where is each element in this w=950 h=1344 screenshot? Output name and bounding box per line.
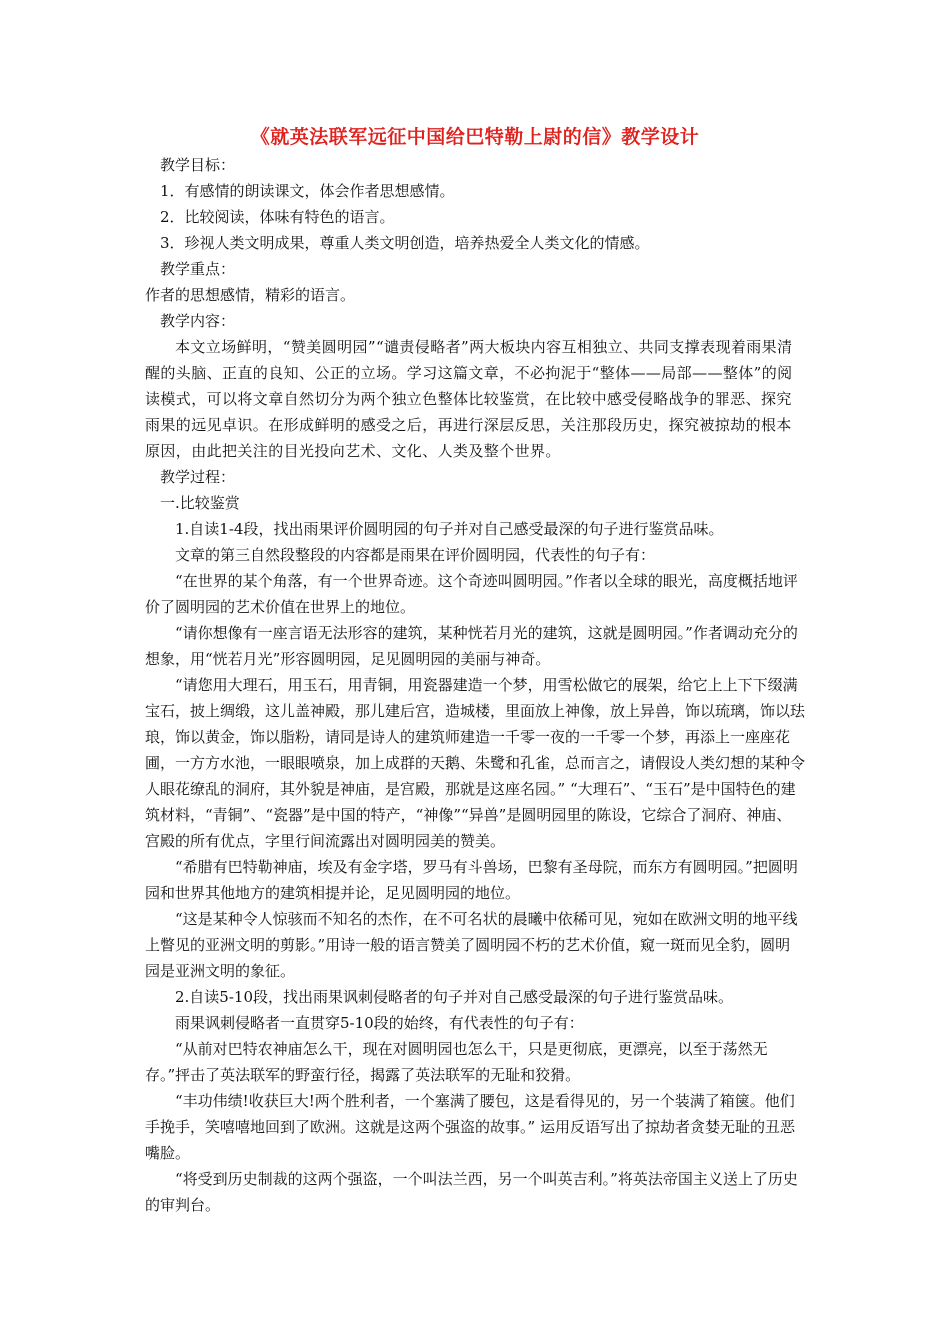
section-heading-key-points: 教学重点： — [160, 260, 236, 278]
key-points-text: 作者的思想感情，精彩的语言。 — [145, 286, 356, 304]
quote-analysis-paragraph: “在世界的某个角落，有一个世界奇迹。这个奇迹叫圆明园。”作者以全球的眼光，高度概括地评价了圆明园的艺术价值在世界上的地位。 — [145, 572, 798, 616]
quote-analysis-paragraph: “请您用大理石，用玉石，用青铜，用瓷器建造一个梦，用雪松做它的展架，给它上上下下缀满宝石，披上绸缎，这儿盖神殿，那儿建后宫，造城楼，里面放上神像，放上异兽，饰以琉璃，饰以珐琅，饰以黄金，饰以脂粉，请同是诗人的建筑师建造一千零一夜的一千零一个梦，再添上一座座花圃，一方方水池，一眼眼喷泉，加上成群的天鹅、朱鹭和孔雀，总而言之，请假设人类幻想的某种令人眼花缭乱的洞府，其外貌是神庙，是宫殿，那就是这座名园。” “大理石”、“玉石”是中国特色的建筑材料，“青铜”、“瓷器”是中国的特产，“神像”“异兽”是圆明园里的陈设，它综合了洞府、神庙、宫殿的所有优点，字里行间流露出对圆明园美的赞美。 — [145, 676, 806, 850]
document-body — [145, 152, 805, 1218]
quote-analysis-paragraph: “将受到历史制裁的这两个强盗，一个叫法兰西，另一个叫英吉利。”将英法帝国主义送上了历史的审判台。 — [145, 1170, 798, 1214]
document-title: 《就英法联军远征中国给巴特勒上尉的信》教学设计 — [250, 126, 700, 148]
body-paragraph: 文章的第三自然段整段的内容都是雨果在评价圆明园，代表性的句子有： — [175, 546, 656, 564]
section-heading-content: 教学内容： — [160, 312, 236, 330]
objective-item: 3．珍视人类文明成果，尊重人类文明创造，培养热爱全人类文化的情感。 — [160, 234, 650, 252]
section-heading-objectives: 教学目标： — [160, 156, 236, 174]
subsection-heading: 一.比较鉴赏 — [160, 494, 240, 512]
task-paragraph: 1.自读1-4段，找出雨果评价圆明园的句子并对自己感受最深的句子进行鉴赏品味。 — [175, 520, 724, 538]
objective-item: 1．有感情的朗读课文，体会作者思想感情。 — [160, 182, 455, 200]
quote-analysis-paragraph: “希腊有巴特勒神庙，埃及有金字塔，罗马有斗兽场，巴黎有圣母院，而东方有圆明园。”把圆明园和世界其他地方的建筑相提并论，足见圆明园的地位。 — [145, 858, 798, 902]
quote-analysis-paragraph: “请你想像有一座言语无法形容的建筑，某种恍若月光的建筑，这就是圆明园。”作者调动充分的想象，用“恍若月光”形容圆明园，足见圆明园的美丽与神奇。 — [145, 624, 798, 668]
content-paragraph: 本文立场鲜明，“赞美圆明园”“谴责侵略者”两大板块内容互相独立、共同支撑表现着雨果清醒的头脑、正直的良知、公正的立场。学习这篇文章，不必拘泥于“整体——局部——整体”的阅读模式，可以将文章自然切分为两个独立色整体比较鉴赏，在比较中感受侵略战争的罪恶、探究雨果的远见卓识。在形成鲜明的感受之后，再进行深层反思，关注那段历史，探究被掠劫的根本原因，由此把关注的目光投向艺术、文化、人类及整个世界。 — [145, 338, 793, 460]
quote-analysis-paragraph: “丰功伟绩!收获巨大!两个胜利者，一个塞满了腰包，这是看得见的，另一个装满了箱箧。他们手挽手，笑嘻嘻地回到了欧洲。这就是这两个强盗的故事。” 运用反语写出了掠劫者贪婪无耻的丑恶嘴脸。 — [145, 1092, 795, 1162]
quote-analysis-paragraph: “这是某种令人惊骇而不知名的杰作，在不可名状的晨曦中依稀可见，宛如在欧洲文明的地平线上瞥见的亚洲文明的剪影。”用诗一般的语言赞美了圆明园不朽的艺术价值，窥一斑而见全豹，圆明园是亚洲文明的象征。 — [145, 910, 798, 980]
objective-item: 2．比较阅读，体味有特色的语言。 — [160, 208, 395, 226]
body-paragraph: 雨果讽刺侵略者一直贯穿5-10段的始终，有代表性的句子有： — [175, 1014, 584, 1032]
quote-analysis-paragraph: “从前对巴特农神庙怎么干，现在对圆明园也怎么干，只是更彻底，更漂亮，以至于荡然无存。”抨击了英法联军的野蛮行径，揭露了英法联军的无耻和狡猾。 — [145, 1040, 768, 1084]
task-paragraph: 2.自读5-10段，找出雨果讽刺侵略者的句子并对自己感受最深的句子进行鉴赏品味。 — [175, 988, 734, 1006]
section-heading-process: 教学过程： — [160, 468, 236, 486]
